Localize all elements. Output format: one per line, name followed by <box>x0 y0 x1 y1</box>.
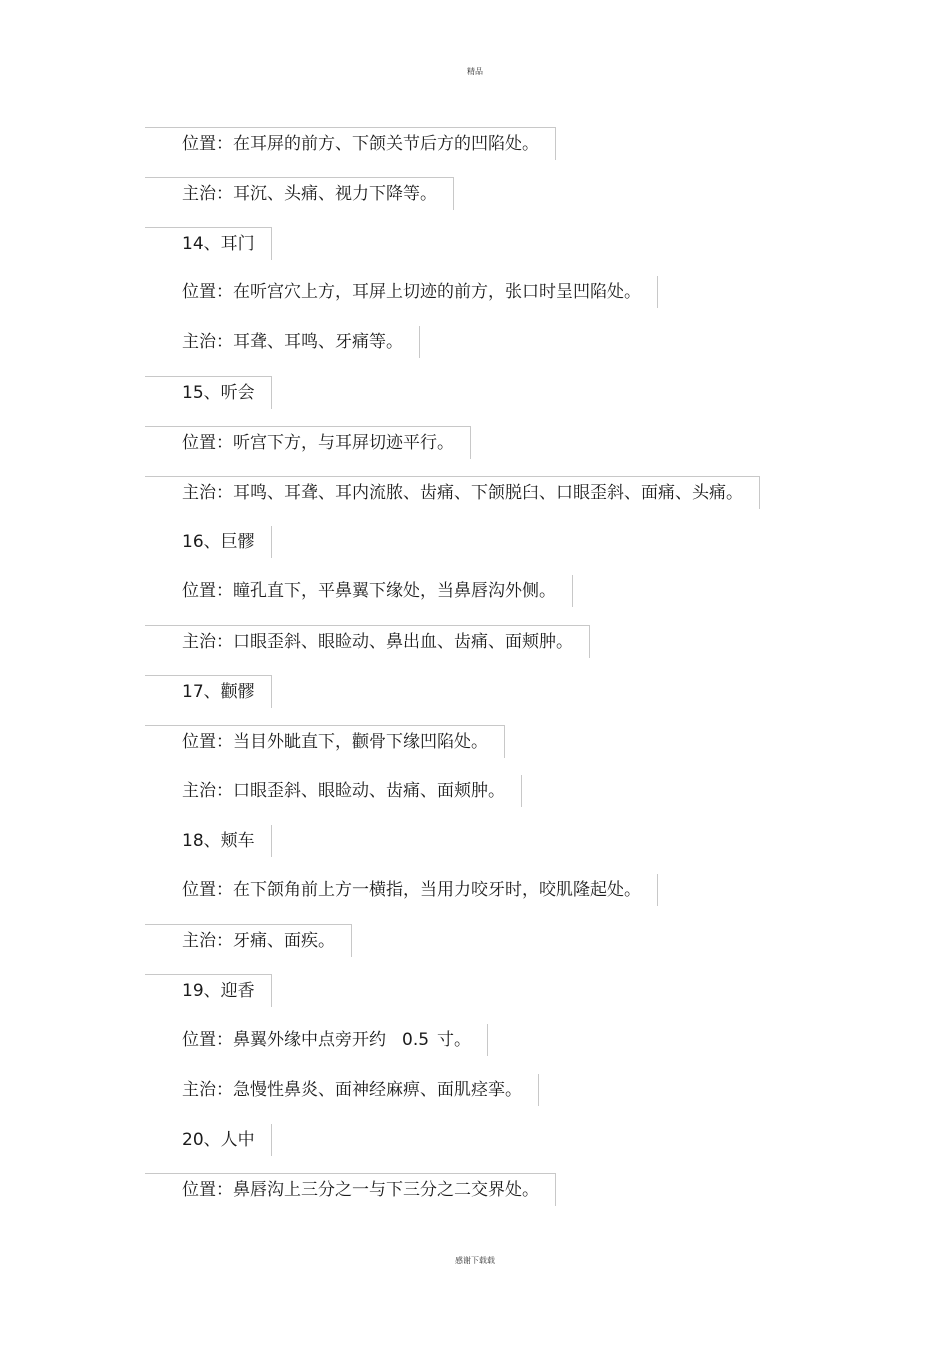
page-header: 精品 <box>467 67 483 76</box>
section-heading <box>145 227 272 260</box>
heading-text: 19、迎香 <box>145 975 272 1007</box>
line-text: 位置：当目外眦直下，颧骨下缘凹陷处。 <box>145 726 505 758</box>
heading-text: 17、颧髎 <box>145 676 272 708</box>
text-line <box>145 326 420 358</box>
heading-text: 15、听会 <box>145 377 272 409</box>
text-line <box>145 276 658 308</box>
line-text: 主治：急慢性鼻炎、面神经麻痹、面肌痉挛。 <box>145 1074 539 1106</box>
line-text: 位置：瞳孔直下，平鼻翼下缘处，当鼻唇沟外侧。 <box>145 575 573 607</box>
section-heading <box>145 825 272 857</box>
text-line <box>145 1074 539 1106</box>
line-text: 主治：口眼歪斜、眼睑动、鼻出血、齿痛、面颊肿。 <box>145 626 590 658</box>
line-text: 主治：耳沉、头痛、视力下降等。 <box>145 178 454 210</box>
line-text: 位置：在听宫穴上方，耳屏上切迹的前方，张口时呈凹陷处。 <box>145 276 658 308</box>
section-heading <box>145 376 272 409</box>
text-line <box>145 476 760 509</box>
heading-text: 14、耳门 <box>145 228 272 260</box>
heading-text: 18、颊车 <box>145 825 272 857</box>
text-line <box>145 575 573 607</box>
line-text-part: 寸。 <box>437 1030 472 1050</box>
section-heading <box>145 526 272 558</box>
line-text: 主治：牙痛、面疾。 <box>145 925 352 957</box>
text-line <box>145 625 590 658</box>
line-text: 主治：耳鸣、耳聋、耳内流脓、齿痛、下颌脱臼、口眼歪斜、面痛、头痛。 <box>145 477 760 509</box>
section-heading <box>145 1124 272 1156</box>
text-line <box>145 924 352 957</box>
line-text: 位置：鼻唇沟上三分之一与下三分之二交界处。 <box>145 1174 556 1206</box>
section-heading <box>145 974 272 1007</box>
text-line <box>145 426 471 459</box>
section-heading <box>145 675 272 708</box>
line-text-part: 位置：鼻翼外缘中点旁开约 <box>182 1030 386 1050</box>
line-text <box>145 1024 488 1056</box>
heading-text: 20、人中 <box>145 1124 272 1156</box>
line-text: 位置：在耳屏的前方、下颌关节后方的凹陷处。 <box>145 128 556 160</box>
text-line <box>145 1024 488 1056</box>
text-line <box>145 1173 556 1206</box>
text-line <box>145 177 454 210</box>
text-line <box>145 874 658 906</box>
text-line <box>145 725 505 758</box>
measure-value: 0.5 <box>402 1030 430 1050</box>
line-text: 位置：听宫下方，与耳屏切迹平行。 <box>145 427 471 459</box>
text-line <box>145 127 556 160</box>
heading-text: 16、巨髎 <box>145 526 272 558</box>
text-line <box>145 775 522 807</box>
line-text: 位置：在下颌角前上方一横指，当用力咬牙时，咬肌隆起处。 <box>145 874 658 906</box>
line-text: 主治：耳聋、耳鸣、牙痛等。 <box>145 326 420 358</box>
page-footer: 感谢下载载 <box>455 1256 495 1265</box>
line-text: 主治：口眼歪斜、眼睑动、齿痛、面颊肿。 <box>145 775 522 807</box>
